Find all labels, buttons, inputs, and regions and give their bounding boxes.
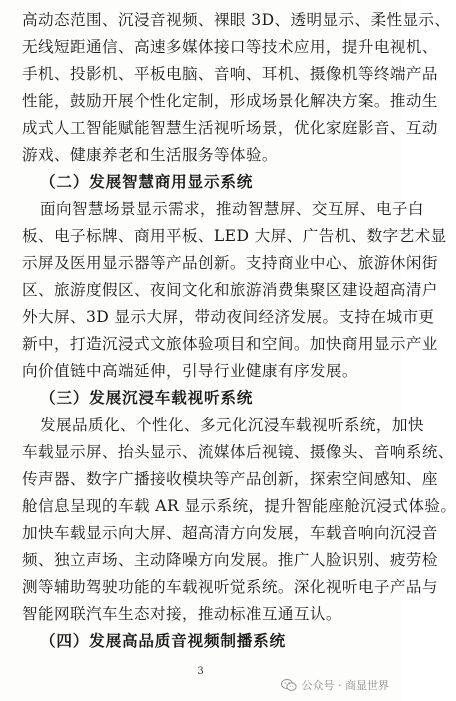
paragraph-line: 新中，打造沉浸式文旅体验项目和空间。加快商用显示产业: [22, 335, 438, 353]
watermark: [281, 677, 390, 693]
paragraph-line: 成式人工智能赋能智慧生活视听场景，优化家庭影音、互动: [22, 119, 438, 137]
wechat-icon: [281, 678, 297, 692]
paragraph-line: 车载显示屏、抬头显示、流媒体后视镜、摄像头、音响系统、: [22, 443, 454, 461]
paragraph-line: 频、独立声场、主动降噪方向发展。推广人脸识别、疲劳检: [22, 551, 438, 569]
paragraph-line: 游戏、健康养老和生活服务等体验。: [22, 146, 278, 164]
section-heading: （三）发展沉浸车载视听系统: [40, 388, 254, 407]
paragraph-line: 向价值链中高端延伸，引导行业健康有序发展。: [22, 362, 358, 380]
paragraph-line: 加快车载显示向大屏、超高清方向发展，车载音响向沉浸音: [22, 524, 438, 542]
paragraph-line: 区、旅游度假区、夜间文化和旅游消费集聚区建设超高清户: [22, 281, 438, 299]
paragraph-line: 面向智慧场景显示需求，推动智慧屏、交互屏、电子白: [40, 200, 424, 218]
paragraph-line: 舱信息呈现的车载 AR 显示系统，提升智能座舱沉浸式体验。: [22, 497, 456, 515]
paragraph-line: 外大屏、3D 显示大屏，带动夜间经济发展。支持在城市更: [22, 308, 435, 326]
paragraph-line: 传声器、数字广播接收模块等产品创新，探索空间感知、座: [22, 470, 438, 488]
paragraph-line: 高动态范围、沉浸音视频、裸眼 3D、透明显示、柔性显示、: [22, 11, 451, 29]
paragraph-line: 发展品质化、个性化、多元化沉浸车载视听系统，加快: [40, 416, 424, 434]
section-heading: （二）发展智慧商用显示系统: [40, 172, 254, 191]
section-heading: （四）发展高品质音视频制播系统: [40, 631, 286, 650]
watermark-text: 公众号 · 商显世界: [301, 679, 389, 692]
paragraph-line: 无线短距通信、高速多媒体接口等技术应用，提升电视机、: [22, 38, 438, 56]
paragraph-line: 手机、投影机、平板电脑、音响、耳机、摄像机等终端产品: [22, 65, 438, 83]
paragraph-line: 示屏及医用显示器等产品创新。支持商业中心、旅游休闲街: [22, 254, 438, 272]
paragraph-line: 智能网联汽车生态对接，推动标准互通互认。: [22, 605, 342, 623]
paragraph-line: 板、电子标牌、商用平板、LED 大屏、广告机、数字艺术显: [22, 227, 447, 245]
paragraph-line: 性能，鼓励开展个性化定制，形成场景化解决方案。推动生: [22, 92, 438, 110]
paragraph-line: 测等辅助驾驶功能的车载视听觉系统。深化视听电子产品与: [22, 578, 438, 596]
page-number: 3: [197, 666, 204, 677]
